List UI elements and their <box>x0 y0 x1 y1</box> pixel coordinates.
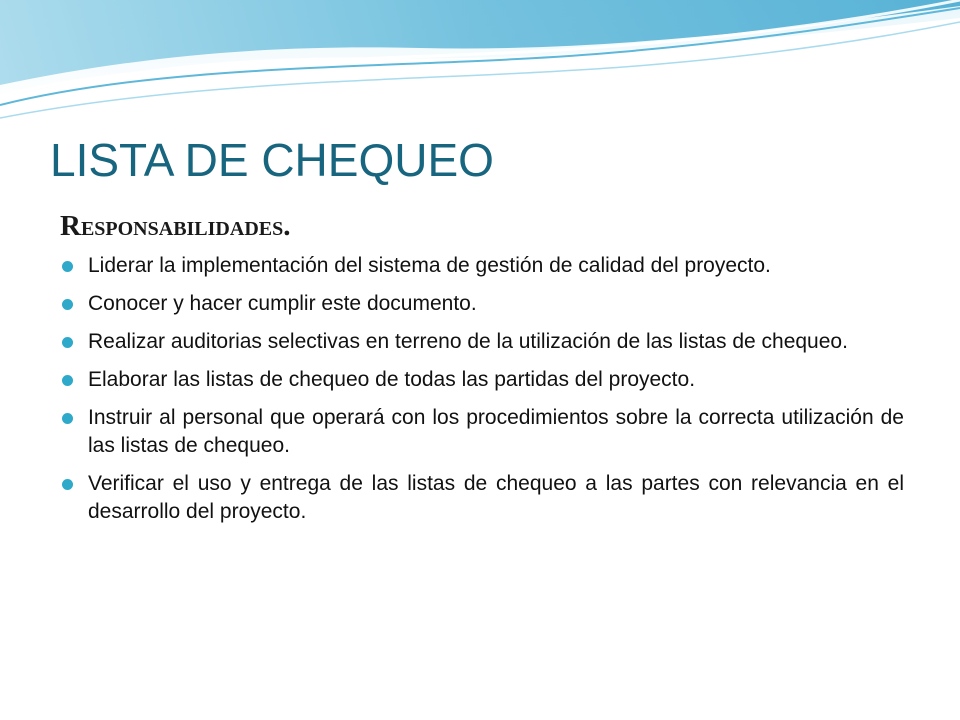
bullet-item-2 <box>60 290 904 318</box>
bullet-dot-icon <box>62 479 73 490</box>
bullet-item-5 <box>60 404 904 460</box>
bullet-dot-icon <box>62 299 73 310</box>
bullet-dot-icon <box>62 413 73 424</box>
bullet-item-6 <box>60 470 904 526</box>
bullet-dot-icon <box>62 375 73 386</box>
header-wave-decoration <box>0 0 960 130</box>
bullet-text: Liderar la implementación del sistema de gestión de calidad del proyecto. <box>88 254 771 277</box>
bullet-item-4 <box>60 366 904 394</box>
bullet-dot-icon <box>62 337 73 348</box>
bullet-list <box>60 252 904 536</box>
slide-subtitle: Responsabilidades. <box>60 210 291 242</box>
bullet-item-3 <box>60 328 904 356</box>
bullet-text: Realizar auditorias selectivas en terreno de la utilización de las listas de chequeo. <box>88 330 848 353</box>
bullet-item-1 <box>60 252 904 280</box>
bullet-text: Instruir al personal que operará con los procedimientos sobre la correcta utilización de las listas de chequeo. <box>88 406 904 457</box>
bullet-text: Verificar el uso y entrega de las listas de chequeo a las partes con relevancia en el desarrollo del proyecto. <box>88 472 904 523</box>
bullet-text: Conocer y hacer cumplir este documento. <box>88 292 477 315</box>
bullet-text: Elaborar las listas de chequeo de todas las partidas del proyecto. <box>88 368 696 391</box>
slide-title: LISTA DE CHEQUEO <box>50 134 494 186</box>
bullet-dot-icon <box>62 261 73 272</box>
